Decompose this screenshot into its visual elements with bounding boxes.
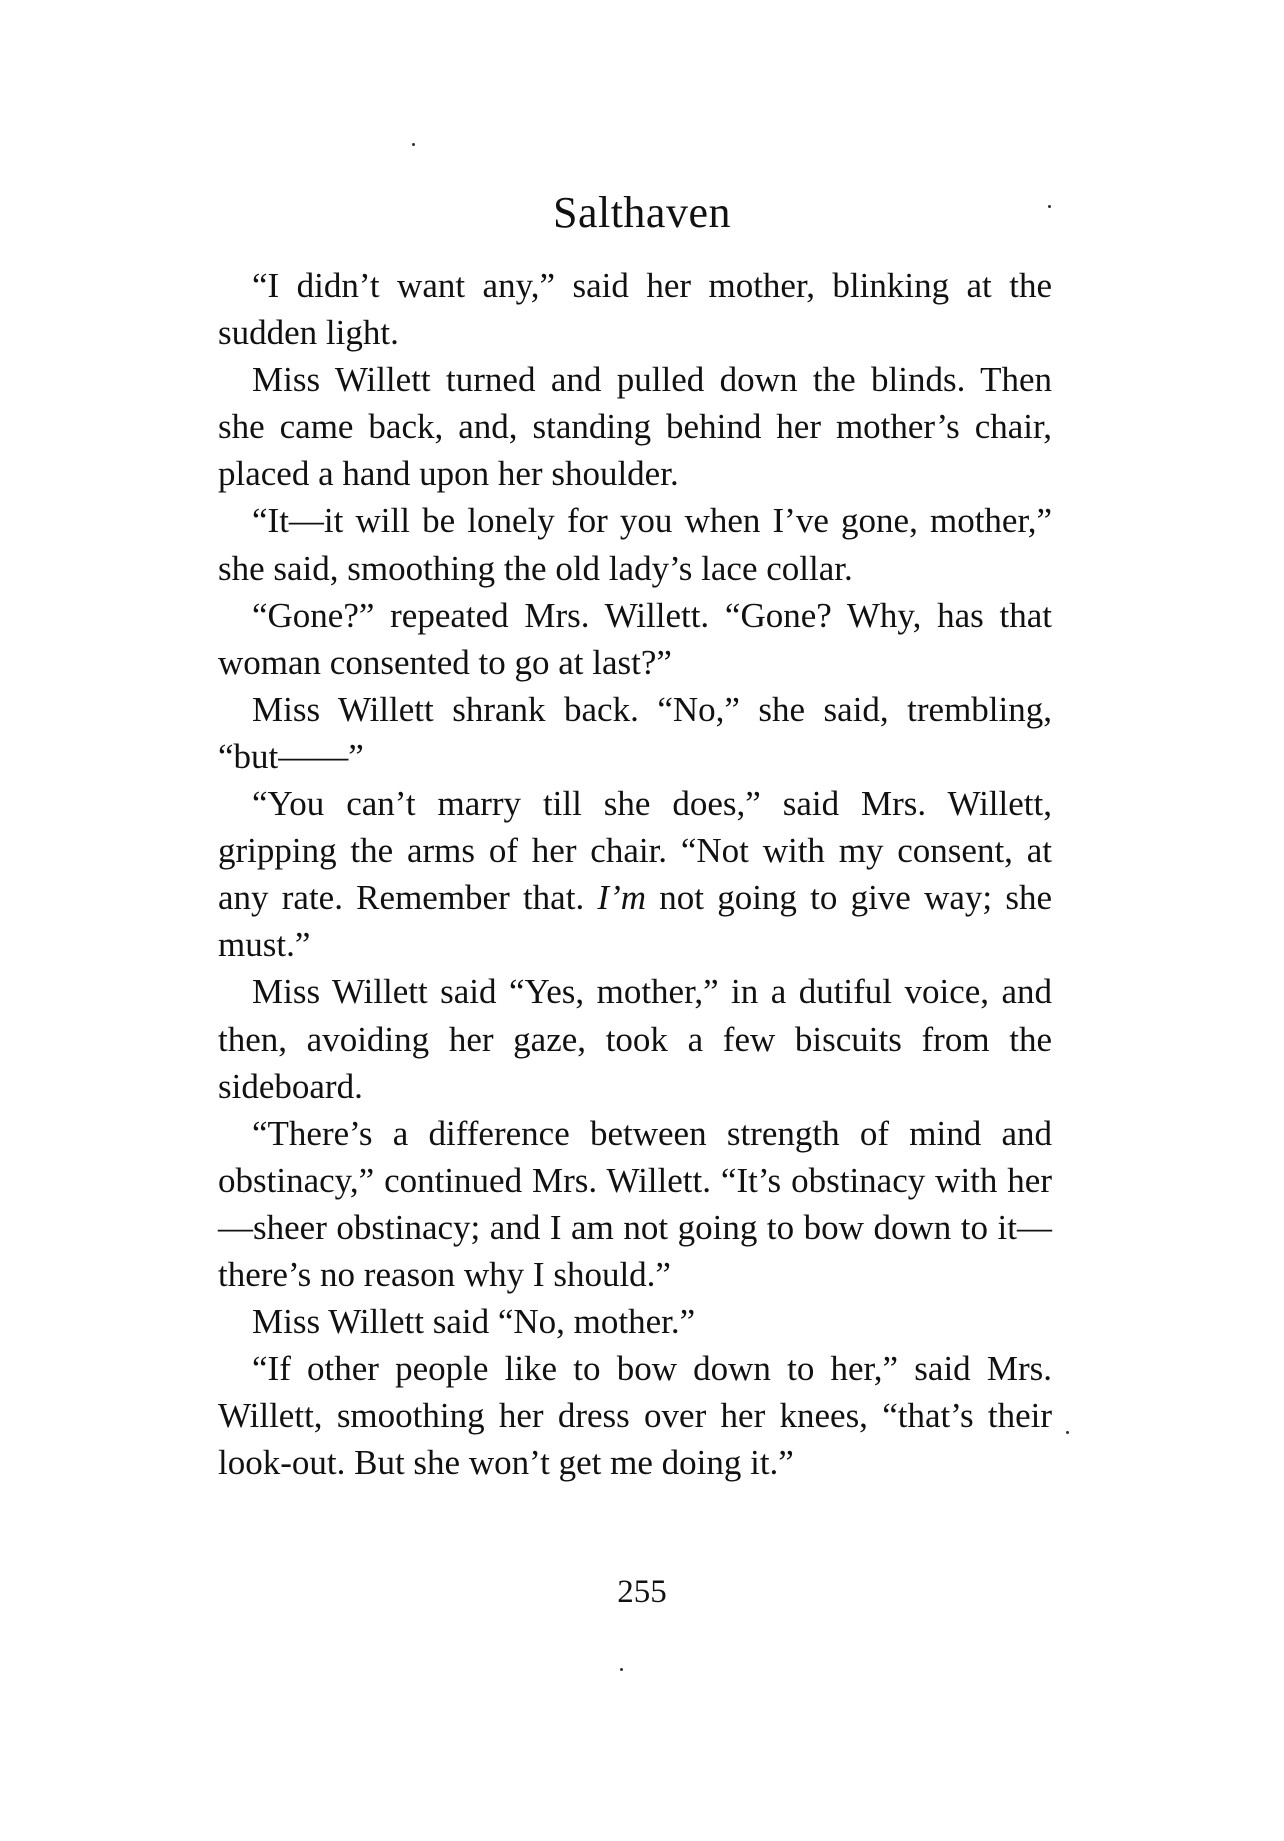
print-speck (412, 143, 415, 146)
paragraph: Miss Willett turned and pulled down the blinds. Then she came back, and, standing behind her mother’s chair, placed a hand upon her shoulder. (218, 360, 1052, 494)
paragraph: “I didn’t want any,” said her mother, blinking at the sudden light. (218, 266, 1052, 353)
body-text (218, 262, 1052, 1486)
paragraph: “It—it will be lonely for you when I’ve gone, mother,” she said, smoothing the old lady’s lace collar. (218, 501, 1052, 588)
paragraph: “There’s a difference between strength of mind and obstinacy,” continued Mrs. Willett. “It’s obstinacy with her—sheer obstinacy; and I am not going to bow down to it—there’s no reason why I should.” (218, 1113, 1052, 1294)
paragraph: “If other people like to bow down to her,” said Mrs. Willett, smoothing her dress over her knees, “that’s their look-out. But she won’t get me doing it.” (218, 1349, 1052, 1483)
paragraph: Miss Willett said “No, mother.” (252, 1302, 696, 1342)
paragraph (218, 780, 1052, 968)
paragraph: Miss Willett said “Yes, mother,” in a dutiful voice, and then, avoiding her gaze, took a few biscuits from the sideboard. (218, 972, 1052, 1106)
print-speck (620, 1668, 623, 1671)
paragraph: Miss Willett shrank back. “No,” she said, trembling, “but——” (218, 689, 1052, 776)
paragraph: “Gone?” repeated Mrs. Willett. “Gone? Why, has that woman consented to go at last?” (218, 595, 1052, 682)
page-number: 255 (617, 1574, 667, 1610)
print-speck (1066, 1431, 1069, 1434)
running-head: Salthaven (552, 188, 731, 237)
emphasis-text: I’m (597, 878, 647, 918)
paragraph-text: “You can’t marry till she does,” said Mrs. Willett, gripping the arms of her chair. “Not with my consent, at any rate. Remember that. (218, 784, 1052, 918)
paragraph-text: not going to give way; she must.” (218, 878, 1052, 965)
